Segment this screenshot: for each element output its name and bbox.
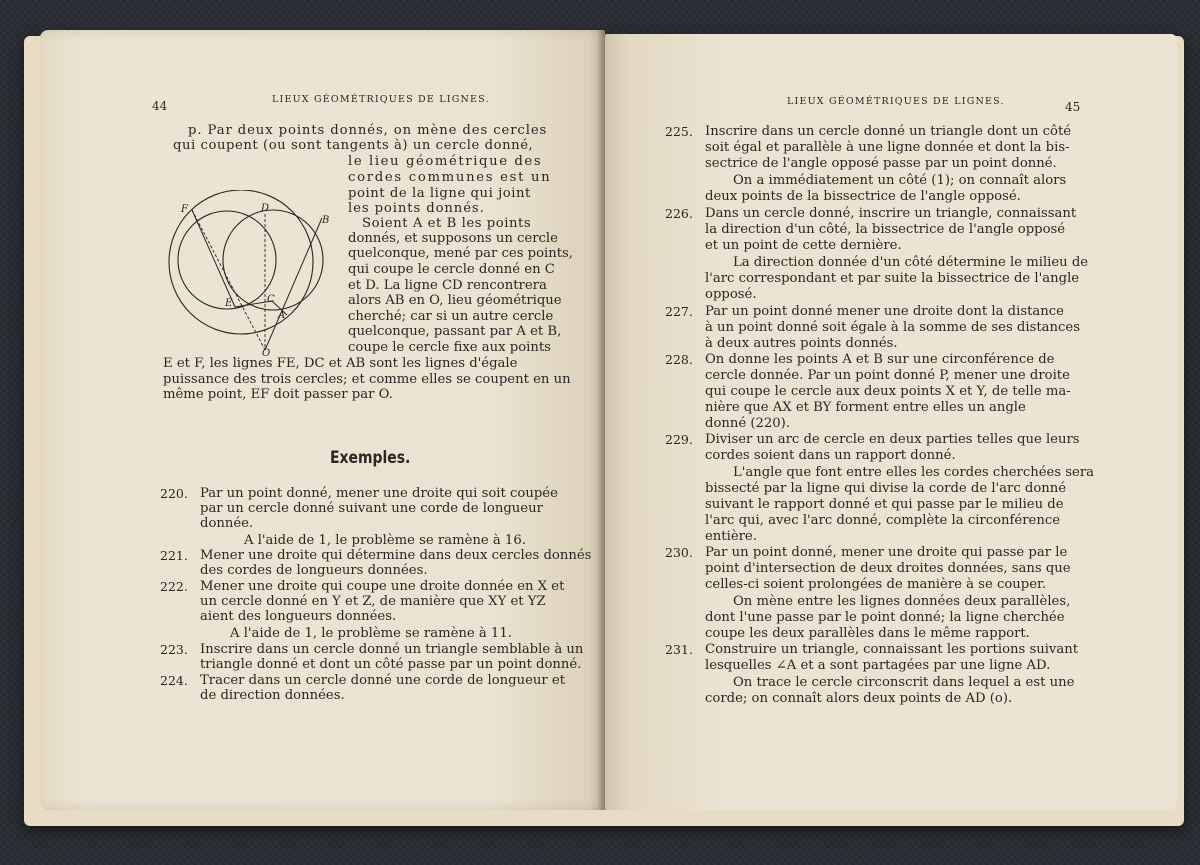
problem-line: suivant le rapport donné et qui passe par le milieu de — [705, 497, 1064, 512]
problem-number: 222. — [160, 579, 188, 594]
example-line: Tracer dans un cercle donné une corde de longueur et — [200, 673, 566, 688]
running-head: LIEUX GÉOMÉTRIQUES DE LIGNES. — [787, 96, 1005, 107]
example-line: Par un point donné, mener une droite qui soit coupée — [200, 486, 558, 501]
problem-number: 228. — [665, 352, 693, 367]
problem-line: L'angle que font entre elles les cordes cherchées sera — [733, 465, 1095, 480]
problem-line: On trace le cercle circonscrit dans lequel a est une — [733, 675, 1075, 690]
theorem-line: qui coupe le cercle donné en C — [348, 262, 555, 277]
example-line: A l'aide de 1, le problème se ramène à 16. — [244, 533, 526, 548]
running-head: LIEUX GÉOMÉTRIQUES DE LIGNES. — [272, 94, 490, 105]
left-page — [40, 30, 605, 810]
point-label: O — [262, 348, 271, 359]
problem-line: qui coupe le cercle aux deux points X et Y, de telle ma- — [705, 384, 1071, 399]
theorem-line: cordes communes est un — [348, 170, 552, 185]
example-line: par un cercle donné suivant une corde de longueur — [200, 501, 543, 516]
right-page — [605, 34, 1177, 810]
theorem-line: le lieu géométrique des — [348, 154, 543, 169]
theorem-line: et D. La ligne CD rencontrera — [348, 278, 547, 293]
theorem-line: quelconque, mené par ces points, — [348, 246, 573, 261]
problem-line: opposé. — [705, 287, 757, 302]
example-line: donnée. — [200, 516, 254, 531]
problem-line: Inscrire dans un cercle donné un triangle dont un côté — [705, 124, 1072, 139]
theorem-line: quelconque, passant par A et B, — [348, 324, 562, 339]
theorem-line: qui coupent (ou sont tangents à) un cercle donné, — [173, 138, 534, 153]
point-label: C — [267, 294, 275, 305]
problem-line: Construire un triangle, connaissant les portions suivant — [705, 642, 1079, 657]
example-line: aient des longueurs données. — [200, 609, 397, 624]
problem-line: Par un point donné, mener une droite qui passe par le — [705, 545, 1068, 560]
problem-line: bissecté par la ligne qui divise la corde de l'arc donné — [705, 481, 1067, 496]
example-line: Mener une droite qui coupe une droite donnée en X et — [200, 579, 565, 594]
problem-line: nière que AX et BY forment entre elles un angle — [705, 400, 1026, 415]
problem-number: 229. — [665, 432, 693, 447]
line-fe — [192, 210, 265, 350]
theorem-line: les points donnés. — [348, 201, 485, 216]
point-label: A — [278, 310, 286, 321]
example-line: Inscrire dans un cercle donné un triangle semblable à un — [200, 642, 584, 657]
problem-line: corde; on connaît alors deux points de AD (o). — [705, 691, 1013, 706]
example-line: triangle donné et dont un côté passe par un point donné. — [200, 657, 582, 672]
problem-line: à deux autres points donnés. — [705, 336, 898, 351]
point-label: F — [181, 204, 188, 215]
chord-fe — [192, 210, 235, 307]
problem-line: l'arc qui, avec l'arc donné, complète la circonférence — [705, 513, 1061, 528]
point-label: E — [225, 298, 233, 309]
problem-number: 224. — [160, 673, 188, 688]
problem-line: point d'intersection de deux droites données, sans que — [705, 561, 1071, 576]
problem-number: 225. — [665, 124, 693, 139]
problem-line: On a immédiatement un côté (1); on connaît alors — [733, 173, 1067, 188]
problem-line: l'arc correspondant et par suite la bissectrice de l'angle — [705, 271, 1080, 286]
problem-line: cercle donnée. Par un point donné P, mener une droite — [705, 368, 1070, 383]
example-line: de direction données. — [200, 688, 345, 703]
theorem-line: alors AB en O, lieu géométrique — [348, 293, 562, 308]
problem-line: sectrice de l'angle opposé passe par un point donné. — [705, 156, 1057, 171]
point-label: B — [322, 215, 330, 226]
problem-number: 220. — [160, 486, 188, 501]
example-line: A l'aide de 1, le problème se ramène à 11. — [230, 626, 512, 641]
problem-number: 221. — [160, 548, 188, 563]
problem-line: On donne les points A et B sur une circonférence de — [705, 352, 1055, 367]
problem-number: 227. — [665, 304, 693, 319]
problem-line: Dans un cercle donné, inscrire un triangle, connaissant — [705, 206, 1077, 221]
theorem-line: E et F, les lignes FE, DC et AB sont les lignes d'égale — [163, 356, 518, 371]
problem-number: 230. — [665, 545, 693, 560]
page-number: 44 — [152, 99, 168, 113]
problem-number: 223. — [160, 642, 188, 657]
theorem-line: puissance des trois cercles; et comme elles se coupent en un — [163, 372, 571, 387]
theorem-line: Soient A et B les points — [362, 216, 532, 231]
problem-line: dont l'une passe par le point donné; la ligne cherchée — [705, 610, 1065, 625]
theorem-line: cherché; car si un autre cercle — [348, 309, 554, 324]
problem-number: 226. — [665, 206, 693, 221]
theorem-line: point de la ligne qui joint — [348, 186, 531, 201]
problem-number: 231. — [665, 642, 693, 657]
geometry-figure — [162, 190, 337, 360]
theorem-line: donnés, et supposons un cercle — [348, 231, 558, 246]
page-number: 45 — [1065, 100, 1081, 114]
problem-line: celles-ci soient prolongées de manière à se couper. — [705, 577, 1047, 592]
example-line: Mener une droite qui détermine dans deux cercles donnés — [200, 548, 592, 563]
problem-line: entière. — [705, 529, 757, 544]
theorem-line: même point, EF doit passer par O. — [163, 387, 393, 402]
problem-line: Par un point donné mener une droite dont la distance — [705, 304, 1064, 319]
problem-line: deux points de la bissectrice de l'angle opposé. — [705, 189, 1021, 204]
problem-line: à un point donné soit égale à la somme de ses distances — [705, 320, 1080, 335]
problem-line: et un point de cette dernière. — [705, 238, 902, 253]
circle-through-ab-1 — [178, 211, 276, 309]
examples-heading: Exemples. — [330, 448, 411, 468]
fixed-circle — [169, 190, 313, 334]
problem-line: lesquelles ∠A et a sont partagées par une ligne AD. — [705, 658, 1051, 673]
problem-line: On mène entre les lignes données deux parallèles, — [733, 594, 1071, 609]
problem-line: Diviser un arc de cercle en deux parties telles que leurs — [705, 432, 1080, 447]
point-label: D — [261, 203, 270, 214]
line-ab — [265, 218, 322, 350]
theorem-line: p. Par deux points donnés, on mène des cercles — [188, 123, 548, 138]
problem-line: cordes soient dans un rapport donné. — [705, 448, 956, 463]
example-line: un cercle donné en Y et Z, de manière que XY et YZ — [200, 594, 546, 609]
problem-line: soit égal et parallèle à une ligne donnée et dont la bis- — [705, 140, 1070, 155]
problem-line: donné (220). — [705, 416, 791, 431]
theorem-line: coupe le cercle fixe aux points — [348, 340, 551, 355]
problem-line: La direction donnée d'un côté détermine le milieu de — [733, 255, 1089, 270]
problem-line: la direction d'un côté, la bissectrice de l'angle opposé — [705, 222, 1066, 237]
example-line: des cordes de longueurs données. — [200, 563, 428, 578]
problem-line: coupe les deux parallèles dans le même rapport. — [705, 626, 1030, 641]
